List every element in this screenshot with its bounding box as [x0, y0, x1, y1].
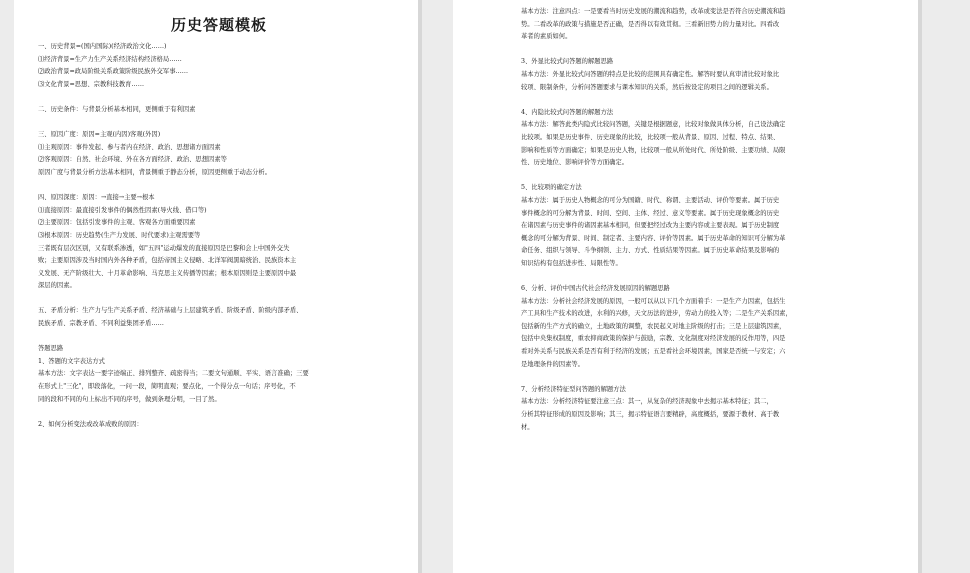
text-line: 是地理条件的因素等。	[521, 360, 584, 368]
text-line: ⑶根本原因：历史趋势(生产力发展、时代要求)主观需要等	[38, 231, 201, 239]
text-line: 义发展、无产阶级壮大、十月革命影响、马克思主义传播等因素；根本原因则是主要原因中最	[38, 269, 297, 277]
text-line: 势。二看改革的政策与措施是否正确，是否得以有效贯彻。三看新旧势力的力量对比。四看改	[521, 20, 780, 28]
text-line: 基本方法：注意四点：一是要看当时历史发展的潮流和趋势，改革或变法是否符合历史潮流和趋	[521, 8, 786, 15]
left-page-body	[38, 41, 400, 431]
text-line: 基本方法：分析社会经济发展的原因，一般可以从以下几个方面着手：一是生产力因素，包括生	[521, 297, 786, 305]
text-line: 同的段和不同的句上标出不同的序号，做到条理分明，一目了然。	[38, 395, 221, 403]
text-line: 分析其特征形成的原因及影响；其三，揭示特征语言要精辟，高度概括，要源于教材、高于教	[521, 411, 780, 418]
text-line: 1、答题的文字表达方式	[38, 357, 105, 365]
text-line: 三、原因广度：原因=主观(内因)客观(外因)	[38, 131, 161, 139]
text-line: ⑵客观原因：自然、社会环境、外在各方面经济、政治、思想因素等	[38, 156, 227, 164]
text-line: 影响和性质等方面确定；如果是历史人物，比较项一般从所处时代、所处阶级、主要功绩、局限	[521, 146, 786, 154]
blank-line	[38, 406, 400, 419]
text-line: 答题思路	[38, 345, 64, 353]
text-line: 四、原因深度：原因：→直接→主要→根本	[38, 194, 155, 202]
text-line: 一、历史背景=(国内国际)(经济政治文化……)	[38, 43, 167, 50]
text-line: 3、外显比较式问答题的解题思路	[521, 58, 614, 66]
right-page-body	[521, 6, 896, 434]
text-line: 在形式上"三化"，即段落化，一问一段，简明直观；要点化，一个得分点一句话；序号化，不	[38, 383, 296, 391]
text-line: 民族矛盾、宗教矛盾、不同利益集团矛盾……	[38, 320, 164, 328]
text-line: 较项、限制条件，分析问答题要求与课本知识的关系，然后按设定的项目之间的逻辑关系。	[521, 83, 773, 91]
text-line: 产工具和生产技术的改进，水利的兴修，天文历法的进步，劳动力的投入等；二是生产关系因素，	[521, 310, 792, 318]
page-shadow	[418, 0, 422, 573]
text-line: 革者的素质如何。	[521, 33, 572, 41]
text-line: 基本方法：文字表达一要字迹端正、排列整齐、疏密得当；二要文句通顺、平实、语言准确；三要	[38, 370, 309, 378]
text-line: 概念的可分解为背景、时间、制定者、主要内容、评价等因素。属于历史革命的知识可分解为革	[521, 234, 786, 242]
text-line: 材。	[521, 423, 534, 431]
page-shadow	[918, 0, 922, 573]
blank-line	[521, 94, 896, 107]
text-line: 命任务、组织与领导、斗争纲领、主力、方式、性质结果等因素。属于历史革命结果及影响的	[521, 247, 780, 255]
text-line: ⑴直接原因：最直接引发事件的偶然性因素(导火线、借口等)	[38, 206, 207, 214]
blank-line	[38, 331, 400, 344]
blank-line	[38, 117, 400, 130]
text-line: ⑴主观原因：事件发起、参与者内在经济、政治、思想诸方面因素	[38, 143, 221, 151]
blank-line	[521, 270, 896, 283]
blank-line	[521, 44, 896, 57]
blank-line	[38, 91, 400, 104]
text-line: 事件概念的可分解为背景、时间、空间、主体、经过、意义等要素。属于历史现象概念的历史	[521, 209, 780, 217]
text-line: 基本方法：外显比较式问答题的特点是比较的范围具有确定性。解答时要认真审清比较对象比	[521, 70, 780, 78]
text-line: 看对外关系与民族关系是否有利于经济的发展；五是看社会环境因素，国家是否统一与安定；六	[521, 348, 786, 356]
text-line: 原因广度与背景分析方法基本相同，背景侧重于静态分析，原因更侧重于动态分析。	[38, 168, 271, 176]
text-line: 五、矛盾分析：生产力与生产关系矛盾、经济基础与上层建筑矛盾、阶级矛盾、阶级内部矛盾、	[38, 307, 303, 315]
document-page-right	[453, 0, 918, 573]
text-line: 包括中央集权制度，重农抑商政策的保护与鼓励，宗教、文化制度对经济发展的反作用等，四是	[521, 335, 786, 343]
text-line: 比较项。如果是历史事件、历史现象的比较，比较项一般从背景、原因、过程、特点、结果、	[521, 133, 780, 141]
text-line: ⑶文化背景=思想、宗教科技教育……	[38, 80, 145, 88]
text-line: 基本方法：分析经济特征要注意三点：其一，从复杂的经济现象中去揭示基本特征；其二，	[521, 398, 773, 406]
text-line: ⑴经济背景=生产力生产关系经济结构经济格局……	[38, 55, 182, 63]
text-line: 2、如何分析变法或改革成败的原因：	[38, 420, 143, 428]
text-line: 二、历史条件：与背景分析基本相同，更侧重于有利因素	[38, 105, 196, 113]
text-line: 基本方法：属于历史人物概念的可分为国籍、时代、称谓、主要活动、评价等要素。属于历史	[521, 196, 780, 204]
text-line: 5、比较项的确定方法	[521, 184, 582, 192]
watermark: ​	[89, 304, 119, 347]
text-line: 深层的因素。	[38, 282, 76, 290]
text-line: 基本方法：解答此类内隐式比较问答题，关键是根据题意，比较对象做具体分析，自己设法确定	[521, 121, 786, 129]
text-line: 6、分析、评价中国古代社会经济发展原因的解题思路	[521, 285, 670, 293]
text-line: ⑵政治背景=政局阶级关系政策阶级民族外交军事……	[38, 68, 189, 76]
blank-line	[38, 293, 400, 306]
text-line: 4、内隐比较式问答题的解题方法	[521, 108, 614, 116]
text-line: ⑵主要原因：包括引发事件的主观、客观各方面重要因素	[38, 219, 196, 227]
text-line: 包括新的生产方式的确立，土地政策的调整，农民起义对地主阶级的打击；三是上层建筑因素，	[521, 322, 786, 330]
text-line: 败；主要原因涉及当时国内外各种矛盾，包括帝国主义侵略、北洋军阀黑暗统治、民族资本主	[38, 257, 297, 265]
document-title: 历史答题模板	[170, 16, 267, 34]
blank-line	[521, 170, 896, 183]
blank-line	[38, 180, 400, 193]
text-line: 在诸因素与历史事件的诸因素基本相同，但要把经过改为主要内容或主要表现。属于历史制度	[521, 222, 780, 230]
text-line: 7、分析经济特征型问答题的解题方法	[521, 385, 626, 393]
document-page-left	[14, 0, 418, 573]
blank-line	[521, 371, 896, 384]
text-line: 三者既有层次区别，又有联系渗透，如"五四"运动爆发的直接原因是巴黎和会上中国外交失	[38, 244, 290, 252]
watermark: ​	[558, 224, 588, 267]
text-line: 知识结构有包括进步性、局限性等。	[521, 259, 622, 267]
text-line: 性、历史地位、影响评价等方面确定。	[521, 159, 629, 167]
